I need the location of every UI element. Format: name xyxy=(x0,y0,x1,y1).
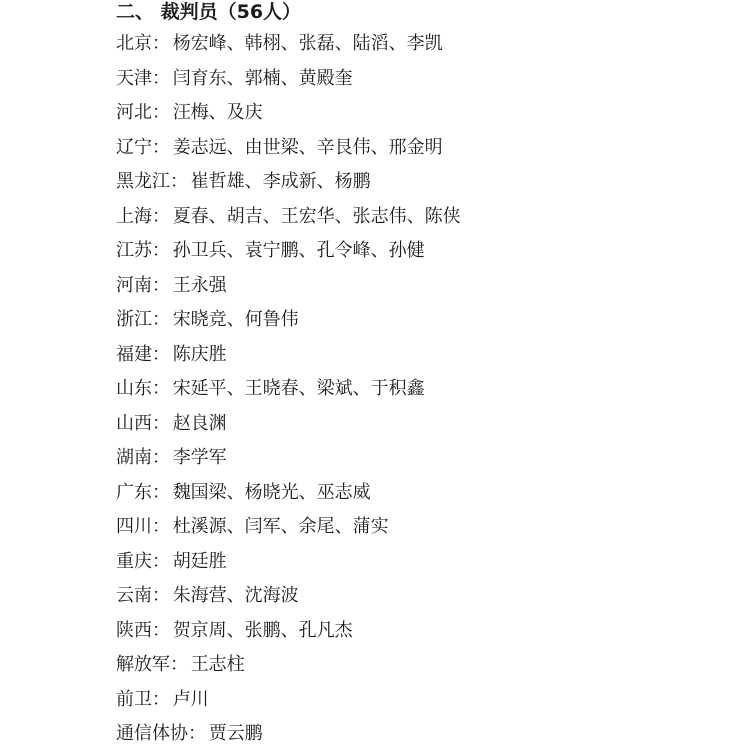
referee-names: 宋晓竞、何鲁伟 xyxy=(172,309,299,330)
region-label: 四川 xyxy=(116,516,152,537)
referee-names: 胡廷胜 xyxy=(172,550,227,572)
separator: ： xyxy=(152,274,170,296)
referee-names: 孙卫兵、袁宁鹏、孔令峰、孙健 xyxy=(172,240,425,261)
separator: ： xyxy=(188,723,206,744)
region-label: 湖南 xyxy=(116,447,152,468)
separator: ： xyxy=(152,550,170,572)
referee-names: 魏国梁、杨晓光、巫志威 xyxy=(172,481,371,503)
separator: ： xyxy=(152,447,170,468)
list-item xyxy=(116,441,461,476)
referee-names: 崔哲雄、李成新、杨鹏 xyxy=(190,171,371,192)
separator: ： xyxy=(152,102,170,123)
separator: ： xyxy=(152,67,170,89)
region-label: 天津 xyxy=(116,67,152,89)
separator: ： xyxy=(152,481,170,503)
list-item xyxy=(116,131,461,166)
list-item xyxy=(116,648,461,683)
separator: ： xyxy=(152,378,170,399)
list-item xyxy=(116,96,461,131)
region-label: 广东 xyxy=(116,481,152,503)
separator: ： xyxy=(152,136,170,158)
referee-names: 夏春、胡吉、王宏华、张志伟、陈侠 xyxy=(172,205,461,227)
region-label: 山东 xyxy=(116,378,152,399)
referee-names: 贾云鹏 xyxy=(208,723,263,744)
list-item xyxy=(116,545,461,580)
list-item xyxy=(116,62,461,97)
region-label: 重庆 xyxy=(116,550,152,572)
separator: ： xyxy=(152,412,170,434)
separator: ： xyxy=(152,205,170,227)
region-label: 通信体协 xyxy=(116,723,188,744)
region-label: 山西 xyxy=(116,412,152,434)
referee-names: 李学军 xyxy=(172,447,227,468)
referee-names: 杨宏峰、韩栩、张磊、陆滔、李凯 xyxy=(172,33,443,54)
separator: ： xyxy=(170,171,188,192)
region-label: 辽宁 xyxy=(116,136,152,158)
referee-list xyxy=(116,27,461,752)
list-item xyxy=(116,165,461,200)
separator: ： xyxy=(170,654,188,675)
list-item xyxy=(116,372,461,407)
separator: ： xyxy=(152,240,170,261)
region-label: 解放军 xyxy=(116,654,170,675)
region-label: 福建 xyxy=(116,343,152,365)
referee-names: 王永强 xyxy=(172,274,227,296)
referee-names: 朱海营、沈海波 xyxy=(172,585,299,606)
referee-names: 宋延平、王晓春、梁斌、于积鑫 xyxy=(172,378,425,399)
referee-names: 陈庆胜 xyxy=(172,343,227,365)
list-item xyxy=(116,269,461,304)
separator: ： xyxy=(152,309,170,330)
list-item xyxy=(116,338,461,373)
referee-names: 贺京周、张鹏、孔凡杰 xyxy=(172,619,353,641)
region-label: 北京 xyxy=(116,33,152,54)
list-item xyxy=(116,407,461,442)
region-label: 云南 xyxy=(116,585,152,606)
referee-names: 杜溪源、闫军、余尾、蒲实 xyxy=(172,516,389,537)
separator: ： xyxy=(152,33,170,54)
separator: ： xyxy=(152,688,170,710)
separator: ： xyxy=(152,585,170,606)
separator: ： xyxy=(152,343,170,365)
region-label: 河南 xyxy=(116,274,152,296)
referee-names: 闫育东、郭楠、黄殿奎 xyxy=(172,67,353,89)
referee-names: 赵良渊 xyxy=(172,412,227,434)
referee-names: 王志柱 xyxy=(190,654,245,675)
region-label: 浙江 xyxy=(116,309,152,330)
list-item xyxy=(116,579,461,614)
region-label: 江苏 xyxy=(116,240,152,261)
list-item xyxy=(116,717,461,752)
referee-names: 卢川 xyxy=(172,688,209,710)
region-label: 河北 xyxy=(116,102,152,123)
region-label: 上海 xyxy=(116,205,152,227)
list-item xyxy=(116,510,461,545)
region-label: 陕西 xyxy=(116,619,152,641)
list-item xyxy=(116,234,461,269)
list-item xyxy=(116,27,461,62)
list-item xyxy=(116,614,461,649)
referee-names: 汪梅、及庆 xyxy=(172,102,263,123)
region-label: 黑龙江 xyxy=(116,171,170,192)
referee-names: 姜志远、由世梁、辛艮伟、邢金明 xyxy=(172,136,443,158)
list-item xyxy=(116,200,461,235)
separator: ： xyxy=(152,619,170,641)
separator: ： xyxy=(152,516,170,537)
list-item xyxy=(116,303,461,338)
list-item xyxy=(116,683,461,718)
region-label: 前卫 xyxy=(116,688,152,710)
section-heading: 二、 裁判员（56人） xyxy=(116,1,302,23)
list-item xyxy=(116,476,461,511)
